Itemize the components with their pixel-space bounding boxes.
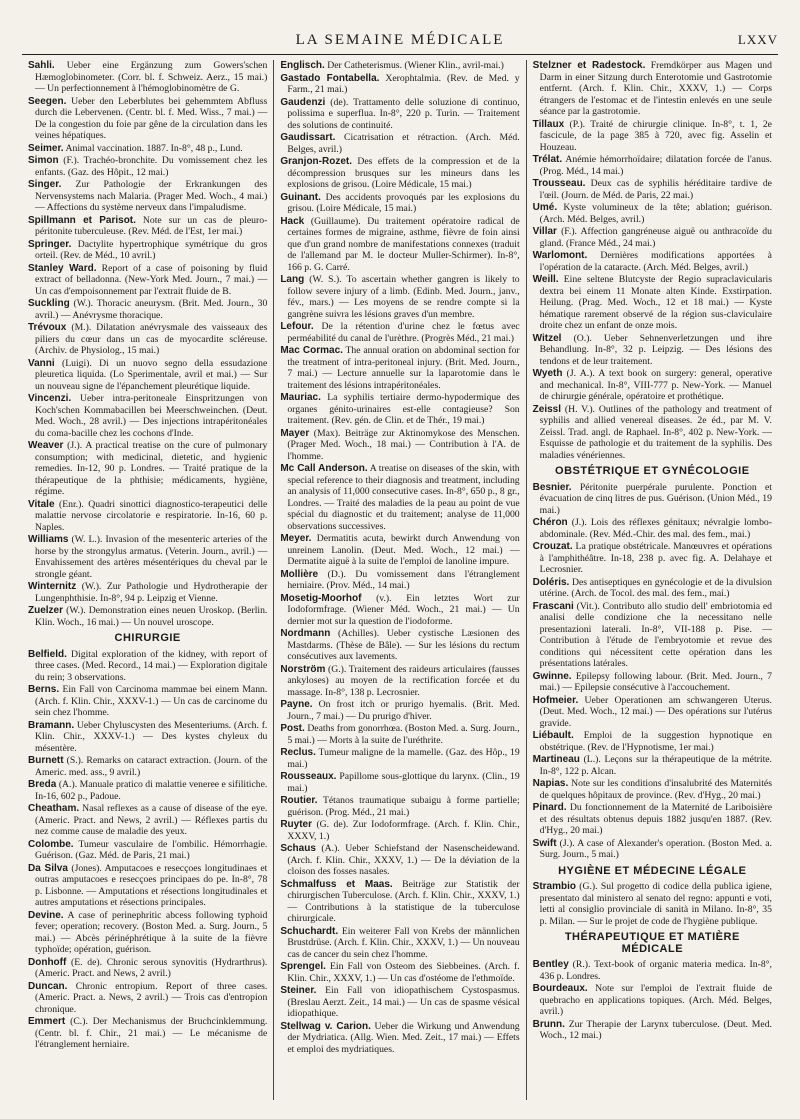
bibliography-entry <box>533 959 772 982</box>
bibliography-entry <box>28 143 267 155</box>
bibliography-entry <box>280 664 519 699</box>
entry-text: Note sur l'emploi de l'extrait fluide de quebracho en applications topiques. (Arch. Méd. Belges, avril.) <box>539 983 772 1017</box>
entry-author: Mac Cormac. <box>280 345 343 356</box>
bibliography-entry <box>280 60 519 72</box>
entry-author: Payne. <box>280 699 313 710</box>
bibliography-entry <box>28 755 267 778</box>
entry-author: Lefour. <box>280 321 314 332</box>
section-heading: THÉRAPEUTIQUE ET MATIÈRE MÉDICALE <box>564 931 740 955</box>
entry-text: (Luigi). Di un nuovo segno della essudazione pleuretica liquida. (Lo Sperimentale, avril et mai.) — Sur un nouveau signe de l'épanchement pleurétique liquide. <box>35 357 268 392</box>
entry-author: Chéron <box>532 517 568 528</box>
bibliography-entry <box>28 803 267 838</box>
entry-text: (E. de). Chronic serous synovitis (Hydrarthrus). (Americ. Pract. and News, 2 avril.) <box>35 956 268 979</box>
entry-author: Villar <box>532 226 557 237</box>
entry-author: Sahli. <box>28 60 55 71</box>
entry-text: (J.). A practical treatise on the cure of pulmonary consumption; with medicinal, dietetic, and hygienic remedies. In-12, 90 p. Londres. — Traité pratique de la thérapeutique de la phthisie; médicaments, hygiène, régime. <box>35 440 268 497</box>
bibliography-entry <box>533 730 772 753</box>
entry-text: (v.). Ein letztes Wort zur Iodoformfrage. (Wiener Méd. Woch., 21 mai.) — Un dernier mot sur la question de l'iodoforme. <box>287 592 520 627</box>
entry-author: Post. <box>280 723 305 734</box>
bibliography-entry <box>280 97 519 132</box>
entry-text: De la rétention d'urine chez le fœtus avec perméabilité du canal de l'urèthre. (Progrès Méd., 21 mai.) <box>287 321 520 344</box>
entry-text: Péritonite puerpérale purulente. Ponction et évacuation de cinq litres de pus. Guérison. (Union Méd., 19 mai.) <box>539 481 772 516</box>
bibliography-entry <box>28 684 267 719</box>
section-heading: CHIRURGIE <box>114 632 181 644</box>
entry-author: Williams <box>28 534 69 545</box>
bibliography-entry <box>533 226 772 249</box>
entry-text: Ueber Operationen am schwangeren Uterus. (Deut. Med. Woch., 12 mai.) — Des opérations sur l'utérus gravide. <box>539 694 772 729</box>
column-left <box>22 60 273 1100</box>
bibliography-entry <box>280 699 519 722</box>
entry-author: Mayer <box>280 427 310 439</box>
entry-author: Crouzat. <box>532 541 573 552</box>
entry-text: (C.). Der Mechanismus der Bruchcinklemmung. (Centr. bl. f. Chir., 21 mai.) — Le mécanisme de l'étranglement herniaire. <box>35 1016 268 1050</box>
entry-text: Des effets de la compression et de la décompression brusques sur les mineurs dans les explosions de grisou. (Loire Médicale, 15 mai.) <box>287 156 520 190</box>
bibliography-entry <box>280 819 519 842</box>
entry-author: Suckling <box>28 298 70 309</box>
entry-author: Sprengel. <box>280 961 326 972</box>
entry-text: Chronic entropium. Report of three cases. (Americ. Pract. a. News, 2 avril.) — Trois cas d'entropion chronique. <box>35 980 268 1015</box>
bibliography-entry <box>533 881 772 927</box>
entry-author: Mollière <box>280 568 319 580</box>
entry-text: (Achilles). Ueber cystische Læsionen des Mastdarms. (Thèse de Bâle). — Sur les lésions du rectum consécutives aux lavements. <box>287 628 520 662</box>
entry-text: Tétanos traumatique subaigu à forme partielle; guérison. (Prog. Méd., 21 mai.) <box>287 795 520 818</box>
bibliography-entry <box>533 517 772 540</box>
entry-author: Singer. <box>28 179 62 190</box>
entry-text: Ueber die Wirkung und Anwendung der Mydriatica. (Allg. Wien. Med. Zeit., 17 mai.) — Effets et emploi des mydriatiques. <box>287 1020 520 1055</box>
bibliography-entry <box>28 298 267 321</box>
bibliography-entry <box>28 322 267 357</box>
bibliography-entry <box>533 838 772 861</box>
entry-author: Lang <box>280 274 305 285</box>
bibliography-entry <box>533 119 772 154</box>
entry-author: Napias. <box>532 778 569 789</box>
section-heading: HYGIÈNE ET MÉDECINE LÉGALE <box>558 864 747 877</box>
entry-author: Meyer. <box>280 533 312 544</box>
bibliography-entry <box>280 156 519 191</box>
entry-author: Mauriac. <box>280 392 321 403</box>
bibliography-entry <box>28 581 267 604</box>
entry-author: Trélat. <box>532 154 563 165</box>
entry-text: Zur Pathologie der Erkrankungen des Nervensystems nach Malaria. (Prager Med. Woch., 4 mai.) — Affections du système nerveux dans l'impaludisme. <box>35 179 268 213</box>
bibliography-entry <box>533 178 772 201</box>
bibliography-entry <box>280 274 519 320</box>
entry-text: La syphilis tertiaire dermo-hypodermique des organes génito-urinaires est-elle contagieuse? Son traitement. (Rev. gén. de Clin. et de Thér., 19 mai.) <box>287 392 520 426</box>
bibliography-entry <box>28 215 267 238</box>
entry-text: (G.). Sul progetto di codice della publica igiene, presentato dal ministero al senato del regno: appunti e voti, letti al consiglio provinciale di sanità in Milano. In-8°, 35 p. Milan. — Sur le projet de code de l'hygiène publique. <box>539 881 772 927</box>
entry-text: Kyste volumineux de la tête; ablation; guérison. (Arch. Méd. Belges, avril.) <box>539 202 772 225</box>
entry-text: (J.). A case of Alexander's operation. (Boston Med. a. Surg. Journ., 5 mai.) <box>539 837 772 860</box>
entry-text: Ein Fall von Osteom des Siebbeines. (Arch. f. Klin. Chir., XXXV, 1.) — Un cas d'ostéome de l'ethmoïde. <box>287 961 520 984</box>
entry-author: Witzel <box>532 332 562 344</box>
entry-author: Guinant. <box>280 191 321 203</box>
entry-author: Seegen. <box>28 95 67 107</box>
entry-text: The annual oration on abdominal section for the treatment of intra-peritoneal injury. (Brit. Med. Journ., 7 mai.) — Lecture annuelle sur la laparotomie dans le traitement des lésions intrapéritonéales. <box>287 345 520 391</box>
entry-text: A case of perinephritic abcess following typhoid fever; operation; recovery. (Boston Med. a. Surg. Journ., 5 mai.) — Abcès périnéphrétique à la suite de la fièvre typhoïde; opération, guérison. <box>35 909 268 955</box>
entry-author: Zuelzer <box>28 605 64 616</box>
entry-author: Da Silva <box>28 862 68 874</box>
entry-text: On frost itch or prurigo hyemalis. (Brit. Med. Journ., 7 mai.) — Du prurigo d'hiver. <box>287 699 520 722</box>
entry-author: Umé. <box>532 202 558 213</box>
entry-author: Tillaux <box>532 118 565 130</box>
bibliography-entry <box>280 593 519 628</box>
entry-text: (F.). Affection gangréneuse aiguë ou anthracoïde du gland. (France Méd., 24 mai.) <box>539 226 772 249</box>
entry-author: Weaver <box>28 440 64 451</box>
bibliography-entry <box>280 1021 519 1056</box>
bibliography-entry <box>28 649 267 684</box>
entry-author: Brunn. <box>532 1018 565 1030</box>
entry-author: Mc Call Anderson. <box>280 463 368 474</box>
entry-text: Ueber eine Ergänzung zum Gowers'schen Hæmoglobinometer. (Corr. bl. f. Schweiz. Aerz., 15 mai.) — Un perfectionnement à l'hémoglobinomètre de G. <box>35 60 268 94</box>
entry-author: Schuchardt. <box>280 925 339 937</box>
entry-author: Frascani <box>532 600 574 612</box>
entry-text: (G.). Traitement des raideurs articulaires (fausses ankyloses) au moyen de la rectification forcée et du massage. In-8°, 138 p. Lecrosnier. <box>287 663 520 698</box>
bibliography-entry <box>28 155 267 178</box>
entry-text: La pratique obstétricale. Manœuvres et opérations à l'amphithéâtre. In-18, 238 p. avec fig. A. Delahaye et Lecrosnier. <box>539 541 772 575</box>
entry-author: Stanley Ward. <box>28 262 97 274</box>
bibliography-entry <box>280 216 519 274</box>
entry-author: Schmalfuss et Maas. <box>280 878 393 890</box>
bibliography-entry <box>280 533 519 568</box>
entry-author: Vanni <box>28 357 55 369</box>
entry-text: Ueber intra-peritoneale Einspritzungen von Koch'schen Kommabacillen bei Meerschweinchen. (Deut. Med. Woch., 28 avril.) — Des injections intrapéritonéales du coma-bacille chez les cochons d'Inde. <box>35 393 268 439</box>
entry-author: Vincenzi. <box>28 393 72 404</box>
entry-author: Steiner. <box>280 985 317 996</box>
bibliography-entry <box>28 440 267 498</box>
entry-author: Bentley <box>532 959 569 970</box>
entry-author: Springer. <box>28 238 72 250</box>
entry-text: Anémie hémorrhoïdaire; dilatation forcée de l'anus. (Prog. Méd., 14 mai.) <box>539 154 772 177</box>
bibliography-entry <box>533 368 772 403</box>
column-right <box>526 60 778 1100</box>
entry-text: Animal vaccination. 1887. In-8°, 48 p., Lund. <box>65 142 243 154</box>
bibliography-entry <box>280 961 519 984</box>
entry-text: Beiträge zur Statistik der chirurgischen Tuberculose. (Arch. f. Klin. Chir., XXXV, 1.) — Contributions à la statistique de la tuberculose chirurgicale. <box>287 878 520 924</box>
bibliography-entry <box>28 239 267 262</box>
entry-text: Ueber Chyluscysten des Mesenteriums. (Arch. f. Klin. Chir., XXXV-1.) — Des kystes chyleux du mésentère. <box>35 719 268 754</box>
entry-author: Spillmann et Parisot. <box>28 214 136 226</box>
entry-author: Pinard. <box>532 802 567 813</box>
bibliography-entry <box>28 96 267 142</box>
entry-text: (A.). Manuale pratico di malattie veneree e sifilitiche. In-16, 602 p., Padoue. <box>35 779 268 802</box>
entry-text: Der Catheterismus. (Wiener Klin., avril-mai.) <box>327 60 504 71</box>
entry-text: Dernières modifications apportées à l'opération de la cataracte. (Arch. Méd. Belges, avril.) <box>539 250 772 273</box>
bibliography-entry <box>533 601 772 670</box>
entry-text: Tumeur vasculaire de l'ombilic. Hémorrhagie. Guérison. (Gaz. Méd. de Paris, 21 mai.) <box>35 838 268 861</box>
bibliography-entry <box>280 392 519 427</box>
entry-author: Colombe. <box>28 838 74 850</box>
entry-author: Weill. <box>532 274 559 285</box>
bibliography-entry <box>280 132 519 155</box>
bibliography-entry <box>533 577 772 600</box>
entry-text: (W. S.). To ascertain whether gangren is likely to follow severe injury of a limb. (Edinb. Med. Journ., janv., fév., mars.) — Les moyens de se rendre compte si la gangrène suivra les lésions graves d'un membre. <box>287 274 520 320</box>
bibliography-entry <box>28 499 267 534</box>
entry-text: Ein Fall von idiopathischem Cystospasmus. (Breslau Aerzt. Zeit., 14 mai.) — Un cas de spasme vésical idiopathique. <box>287 985 520 1019</box>
entry-text: (O.). Ueber Sehnenverletzungen und ihre Behandlung. In-8°, 32 p. Leipzig. — Des lésions des tendons et de leur traitement. <box>539 332 772 367</box>
bibliography-entry <box>533 695 772 730</box>
bibliography-entry <box>533 802 772 837</box>
entry-text: (R.). Text-book of organic materia medica. In-8°, 436 p. Londres. <box>539 959 772 982</box>
entry-author: Martineau <box>532 754 580 765</box>
entry-text: (de). Trattamento delle soluzione di continuo, polissima e superflua. In-8°, 220 p. Turin. — Traitement des solutions de continuité. <box>287 96 520 131</box>
entry-text: Papillome sous-glottique du larynx. (Clin., 19 mai.) <box>287 771 520 794</box>
bibliography-entry <box>28 393 267 439</box>
entry-author: Liébault. <box>532 730 574 741</box>
entry-author: Trousseau. <box>532 178 586 189</box>
bibliography-entry <box>28 263 267 298</box>
bibliography-entry <box>533 333 772 368</box>
entry-text: A treatise on diseases of the skin, with special reference to their diagnosis and treatment, including an analysis of 11,000 consecutive cases. In-8°, 650 p., 8 gr., Londres. — Traité des maladies de la peau au point de vue spécial du diagnostic et du traitement; analyse de 11,000 observations successives. <box>287 463 520 532</box>
entry-text: (J.). Lois des réflexes génitaux; névralgie lombo-abdominale. (Rev. Méd.-Chir. des mal. des fem., mai.) <box>539 517 772 540</box>
entry-text: Nasal reflexes as a cause of disease of the eye. (Americ. Pract. and News, 2 avril.) — Réflexes partis du nez comme cause de maladie des yeux. <box>35 803 268 837</box>
bibliography-entry <box>280 795 519 818</box>
bibliography-entry <box>280 628 519 663</box>
entry-author: Schaus <box>280 843 316 854</box>
entry-author: Ruyter <box>280 819 313 830</box>
entry-author: Duncan. <box>28 980 68 992</box>
bibliography-entry <box>280 345 519 391</box>
bibliography-entry <box>28 910 267 956</box>
entry-text: (A.). Ueber Schiefstand der Nasenscheidewand. (Arch. f. Klin. Chir., XXXV, 1.) — De la déviation de la cloison des fosses nasales. <box>287 843 520 877</box>
bibliography-entry <box>28 839 267 862</box>
bibliography-entry <box>533 250 772 273</box>
entry-author: Englisch. <box>280 60 325 71</box>
entry-text: (L.). Leçons sur la thérapeutique de la métrite. In-8°, 122 p. Alcan. <box>539 754 772 777</box>
entry-text: Deaths from gonorrhœa. (Boston Med. a. Surg. Journ., 5 mai.) — Morts à la suite de l'uréthrite. <box>287 723 520 746</box>
entry-author: Norström <box>280 663 326 675</box>
bibliography-entry <box>28 60 267 95</box>
entry-author: Simon <box>28 155 59 166</box>
entry-author: Gastado Fontabella. <box>280 72 380 84</box>
entry-author: Rousseaux. <box>280 771 337 782</box>
entry-author: Gaudenzi <box>280 96 326 108</box>
text-columns <box>22 60 778 1100</box>
entry-author: Hofmeier. <box>532 694 579 706</box>
entry-text: (Max). Beiträge zur Aktinomykose des Menschen. (Prager Med. Woch., 18 mai.) — Contribution à l'A. de l'homme. <box>287 427 520 462</box>
bibliography-entry <box>28 534 267 580</box>
entry-text: Note sur un cas de pleuro-péritonite tuberculeuse. (Rev. Méd. de l'Est, 1er mai.) <box>35 214 268 237</box>
entry-author: Doléris. <box>532 576 570 588</box>
bibliography-entry <box>28 863 267 909</box>
bibliography-entry <box>280 747 519 770</box>
entry-text: (M.). Dilatation anévrysmale des vaisseaux des piliers du cœur dans un cas de myocardite scléreuse. (Archiv. de Physiolog., 15 mai.) <box>35 322 268 356</box>
entry-text: Eine seltene Blutcyste der Regio supraclavicularis dextra bei einem 11 Monate alten Kinde. Exstirpation. Heilung. (Prag. Med. Woch., 12 et 18 mai.) — Kyste hématique rarement observé de la région sus-claviculaire droite chez un enfant de onze mois. <box>539 274 772 331</box>
bibliography-entry <box>533 274 772 332</box>
entry-text: Tumeur maligne de la mamelle. (Gaz. des Hôp., 19 mai.) <box>287 747 520 770</box>
entry-text: (J. A.). A text book on surgery: general, operative and mechanical. In-8°, VIII-777 p. New-York. — Manuel de chirurgie générale, opératoire et prothétique. <box>539 368 772 402</box>
entry-author: Reclus. <box>280 747 316 758</box>
entry-author: Strambio <box>532 881 576 892</box>
column-middle <box>273 60 525 1100</box>
bibliography-entry <box>280 321 519 344</box>
entry-text: Cicatrisation et rétraction. (Arch. Méd. Belges, avril.) <box>287 132 520 155</box>
bibliography-entry <box>28 358 267 393</box>
bibliography-entry <box>533 404 772 462</box>
bibliography-entry <box>533 1019 772 1042</box>
entry-author: Trévoux <box>28 322 67 333</box>
bibliography-entry <box>280 428 519 463</box>
bibliography-entry <box>28 981 267 1016</box>
entry-text: Report of a case of poisoning by fluid extract of belladonna. (New-York Med. Journ., 7 mai.) — Un cas d'empoisonnement par l'extrait fluide de B. <box>35 262 268 297</box>
bibliography-entry <box>280 463 519 532</box>
entry-text: Digital exploration of the kidney, with report of three cases. (Med. Record., 14 mai.) — Exploration digitale du rein; 3 observations. <box>35 648 268 683</box>
entry-author: Belfield. <box>28 648 67 660</box>
bibliography-entry <box>28 957 267 980</box>
bibliography-entry <box>533 983 772 1018</box>
section-heading: OBSTÉTRIQUE ET GYNÉCOLOGIE <box>555 465 750 477</box>
entry-author: Stellwag v. Carion. <box>280 1020 371 1032</box>
entry-author: Wyeth <box>532 368 563 379</box>
bibliography-entry <box>280 569 519 592</box>
bibliography-entry <box>28 720 267 755</box>
entry-author: Berns. <box>28 684 60 695</box>
bibliography-entry <box>533 154 772 177</box>
entry-text: Fremdkörper aus Magen und Darm in einer Sitzung durch Enterotomie und Gastrotomie entfernt. (Arch. f. Klin. Chir., XXXV, 1.) — Corps étrangers de l'estomac et de l'intestin enlevés en une seule séance par la gastrotomie. <box>539 60 772 117</box>
journal-title: LA SEMAINE MÉDICALE <box>295 32 505 48</box>
entry-text: Ein weiterer Fall von Krebs der männlichen Brustdrüse. (Arch. f. Klin. Chir., XXXV, 1.) — Un nouveau cas de cancer du sein chez l'homme. <box>287 925 520 960</box>
bibliography-entry <box>28 779 267 802</box>
entry-text: (H. V.). Outlines of the pathology and treatment of syphilis and allied venereal diseases. 2e éd., par M. V. Zeissl. Trad. angl. de Raphael. In-8°, 402 p. New-York. — Esquisse de pathologie et du traitement de la syphilis. Des maladies vénériennes. <box>539 403 772 461</box>
entry-author: Swift <box>532 837 557 849</box>
entry-author: Breda <box>28 779 57 790</box>
entry-text: Zur Therapie der Larynx tuberculose. (Deut. Med. Woch., 12 mai.) <box>539 1018 772 1041</box>
bibliography-entry <box>280 73 519 96</box>
bibliography-entry <box>280 192 519 215</box>
bibliography-entry <box>280 843 519 878</box>
entry-author: Burnett <box>28 755 64 766</box>
bibliography-entry <box>280 723 519 746</box>
entry-text: (Jones). Amputacoes e resecçoes longitudinaes et outras amputacoes e resecçoes principaes do pe. In-8°, 78 p. Lisbonne. — Amputations et résections longitudinales et autres amputations et résections principales. <box>35 862 268 908</box>
entry-text: (Enr.). Quadri sinottici diagnostico-terapeutici delle malattie nervose circolatorie e respiratorie. In-16, 60 p. Naples. <box>35 498 268 533</box>
entry-author: Nordmann <box>280 628 331 639</box>
entry-author: Routier. <box>280 795 318 806</box>
entry-author: Seimer. <box>28 142 64 154</box>
bibliography-entry <box>28 179 267 214</box>
bibliography-entry <box>533 60 772 118</box>
entry-author: Hack <box>280 215 305 227</box>
entry-text: Xerophtalmia. (Rev. de Med. y Farm., 21 mai.) <box>287 72 520 95</box>
entry-text: Ueber den Leberblutes bei gehemmtem Abfluss durch die Lebervenen. (Centr. bl. f. Med. Wiss., 7 mai.) — De la congestion du foie par gêne de la circulation dans les veines hépatiques. <box>35 95 268 141</box>
entry-author: Vitale <box>28 498 55 510</box>
entry-text: (W. L.). Invasion of the mesenteric arteries of the horse by the strongylus armatus. (Veterin. Journ., avril.) — Envahissement des artères mésentériques du cheval par le strongle géant. <box>35 534 268 580</box>
entry-author: Bramann. <box>28 719 75 731</box>
entry-text: (W.). Demonstration eines neuen Uroskop. (Berlin. Klin. Woch., 16 mai.) — Un nouvel uroscope. <box>35 605 268 628</box>
bibliography-entry <box>533 482 772 517</box>
entry-text: Deux cas de syphilis héréditaire tardive de l'œil. (Journ. de Méd. de Paris, 22 mai.) <box>539 178 772 201</box>
entry-author: Stelzner et Radestock. <box>532 60 646 71</box>
entry-text: (W.). Thoracic aneurysm. (Brit. Med. Journ., 30 avril.) — Anévrysme thoracique. <box>35 298 268 321</box>
entry-author: Devine. <box>28 909 64 921</box>
bibliography-entry <box>280 879 519 925</box>
entry-text: Dermatitis acuta, bewirkt durch Anwendung von unreinem Lanolin. (Deut. Med. Woch., 12 mai.) — Dermatite aiguë à la suite de l'emploi de lanoline impure. <box>287 533 520 567</box>
entry-author: Donhoff <box>28 956 67 968</box>
entry-text: Dactylite hypertrophique symétrique du gros orteil. (Rev. de Méd., 10 avril.) <box>35 238 268 261</box>
entry-text: (W.). Zur Pathologie und Hydrotherapie der Lungenphthisie. In-8°, 94 p. Leipzig et Vienne. <box>35 581 268 604</box>
entry-text: Des antiseptiques en gynécologie et de la divulsion utérine. (Arch. de Tocol. des mal. des fem., mai.) <box>539 576 772 599</box>
entry-text: Des accidents provoqués par les explosions du grisou. (Loire Médicale, 15 mai.) <box>287 191 520 214</box>
bibliography-entry <box>28 1016 267 1051</box>
entry-text: Epilepsy following labour. (Brit. Med. Journ., 7 mai.) — Epilepsie consécutive à l'accouchement. <box>539 670 772 693</box>
entry-text: Emploi de la suggestion hypnotique en obstétrique. (Rev. de l'Hypnotisme, 1er mai.) <box>539 730 772 753</box>
entry-text: Ein Fall von Carcinoma mammae bei einem Mann. (Arch. f. Klin. Chir., XXXV-1.) — Un cas de carcinome du sein chez l'homme. <box>35 684 268 718</box>
page-header <box>22 32 778 55</box>
bibliography-entry <box>280 926 519 961</box>
entry-author: Granjon-Rozet. <box>280 156 352 167</box>
entry-author: Besnier. <box>532 481 572 493</box>
bibliography-entry <box>533 671 772 694</box>
entry-author: Cheatham. <box>28 803 80 814</box>
entry-author: Zeissl <box>532 403 562 415</box>
bibliography-entry <box>533 778 772 801</box>
entry-text: (Guillaume). Du traitement opératoire radical de certaines formes de migraine, asthme, fièvre de foin ainsi que d'un grand nombre de manifestations connexes (traduit de l'allemand par M. le docteur Muller-Schirmer). In-8°, 166 p. G. Carré. <box>287 215 520 273</box>
entry-author: Gaudissart. <box>280 132 336 143</box>
bibliography-entry <box>533 541 772 576</box>
bibliography-entry <box>280 985 519 1020</box>
entry-text: Du fonctionnement de la Maternité de Lariboisière et des résultats obtenus depuis 1882 jusqu'en 1887. (Rev. d'Hyg., 20 mai.) <box>539 802 772 836</box>
bibliography-entry <box>280 771 519 794</box>
page-number: LXXV <box>737 32 778 47</box>
entry-text: (F.). Trachéo-bronchite. Du vomissement chez les enfants. (Gaz. des Hôpit., 12 mai.) <box>35 155 268 178</box>
bibliography-entry <box>28 605 267 628</box>
entry-author: Gwinne. <box>532 670 572 682</box>
entry-text: (G. de). Zur Iodoformfrage. (Arch. f. Klin. Chir., XXXV, 1.) <box>287 819 520 842</box>
entry-text: (D.). Du vomissement dans l'étranglement herniaire. (Prov. Méd., 14 mai.) <box>287 568 520 591</box>
entry-text: (Vit.). Contributo allo studio dell' embriotomia ed analisi delle condizione che la necessitano nelle presentazioni laterali. In-8°, VII-188 p. Pise. — Contribution à l'étude de l'embryotomie et revue des conditions qui nécessitent cette opération dans les présentations latérales. <box>539 600 772 669</box>
entry-author: Bourdeaux. <box>532 983 588 994</box>
entry-author: Mosetig-Moorhof <box>280 592 362 604</box>
bibliography-entry <box>533 754 772 777</box>
entry-text: (S.). Remarks on cataract extraction. (Journ. of the Americ. med. ass., 9 avril.) <box>35 755 268 778</box>
entry-text: Note sur les conditions d'insalubrité des Maternités de quelques hôpitaux de province. (Rev. d'Hyg., 20 mai.) <box>539 778 772 801</box>
bibliography-entry <box>533 202 772 225</box>
entry-author: Warlomont. <box>532 250 588 261</box>
entry-text: (P.). Traité de chirurgie clinique. In-8°, t. 1, 2e fascicule, de la page 385 à 720, avec fig. Asselin et Houzeau. <box>539 118 772 153</box>
entry-author: Emmert <box>28 1016 66 1027</box>
entry-author: Winternitz <box>28 581 77 592</box>
